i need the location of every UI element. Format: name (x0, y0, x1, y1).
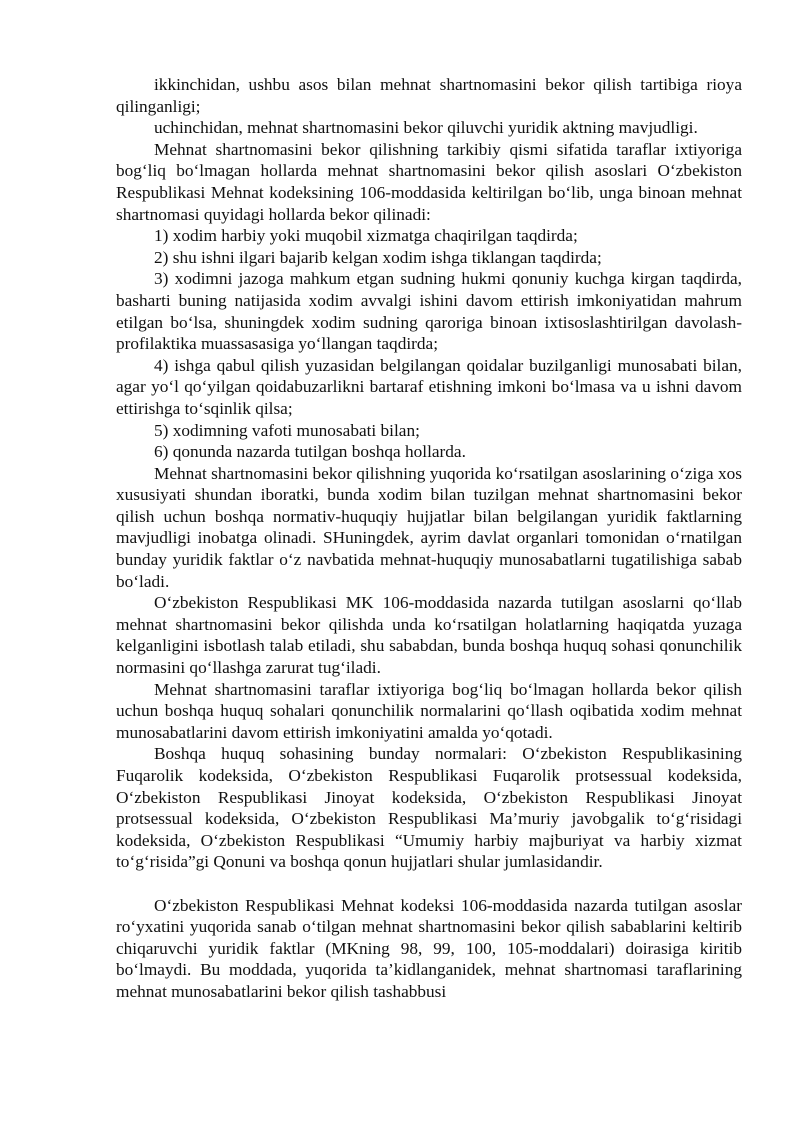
paragraph-mk-106: O‘zbekiston Respublikasi MK 106-moddasida nazarda tutilgan asoslarni qo‘llab mehnat shartnomasini bekor qilishda unda ko‘rsatilgan holatlarning haqiqatda yuzaga kelganligini isbotlash talab etiladi, shu sababdan, bunda boshqa huquq sohasi qonunchilik normasini qo‘llashga zarurat tug‘iladi. (116, 593, 742, 678)
paragraph-boshqa-huquq-sohalari: Mehnat shartnomasini taraflar ixtiyoriga bog‘liq bo‘lmagan hollarda bekor qilish uchun boshqa huquq sohalari qonunchilik normalarini qo‘llash oqibatida xodim mehnat munosabatlarini davom ettirish imkoniyatini amalda yo‘qotadi. (116, 679, 742, 742)
list-item-6: 6) qonunda nazarda tutilgan boshqa hollarda. (154, 442, 466, 462)
document-page (116, 74, 742, 1003)
list-item-1: 1) xodim harbiy yoki muqobil xizmatga chaqirilgan taqdirda; (154, 226, 578, 246)
list-item-5: 5) xodimning vafoti munosabati bilan; (154, 420, 420, 440)
paragraph-uchinchidan: uchinchidan, mehnat shartnomasini bekor qiluvchi yuridik aktning mavjudligi. (154, 118, 698, 138)
paragraph-xos-xususiyati: Mehnat shartnomasini bekor qilishning yuqorida ko‘rsatilgan asoslarining o‘ziga xos xususiyati shundan iboratki, bunda xodim bilan tuzilgan mehnat shartnomasini bekor qilish uchun boshqa normativ-huquqiy hujjatlar bilan belgilangan yuridik faktlarning mavjudligi inobatga olinadi. SHuningdek, ayrim davlat organlari tomonidan o‘rnatilgan bunday yuridik faktlar o‘z navbatida mehnat-huquqiy munosabatlarni tugatilishiga sabab bo‘ladi. (116, 463, 742, 591)
list-item-2: 2) shu ishni ilgari bajarib kelgan xodim ishga tiklangan taqdirda; (154, 247, 602, 267)
paragraph-ikkinchidan: ikkinchidan, ushbu asos bilan mehnat shartnomasini bekor qilish tartibiga rioya qilinganligi; (116, 75, 742, 116)
paragraph-bekor-qilish-asoslari: Mehnat shartnomasini bekor qilishning tarkibiy qismi sifatida taraflar ixtiyoriga bog‘liq bo‘lmagan hollarda mehnat shartnomasini bekor qilish asoslari O‘zbekiston Respublikasi Mehnat kodeksining 106-moddasida keltirilgan bo‘lib, unga binoan mehnat shartnomasi quyidagi hollarda bekor qilinadi: (116, 139, 742, 224)
paragraph-gap (116, 873, 742, 895)
list-item-3: 3) xodimni jazoga mahkum etgan sudning hukmi qonuniy kuchga kirgan taqdirda, basharti buning natijasida xodim avvalgi ishini davom ettirish imkoniyatidan mahrum etilgan bo‘lsa, shuningdek xodim sudning qaroriga binoan ixtisoslashtirilgan davolash-profilaktika muassasasiga yo‘llangan taqdirda; (116, 269, 742, 354)
list-item-4: 4) ishga qabul qilish yuzasidan belgilangan qoidalar buzilganligi munosabati bilan, agar yo‘l qo‘yilgan qoidabuzarlikni bartaraf etishning imkoni bo‘lmasa va u ishni davom ettirishga to‘sqinlik qilsa; (116, 355, 742, 418)
paragraph-asoslar-royxati: O‘zbekiston Respublikasi Mehnat kodeksi 106-moddasida nazarda tutilgan asoslar ro‘yxatini yuqorida sanab o‘tilgan mehnat shartnomasini bekor qilish sabablarini keltirib chiqaruvchi yuridik faktlar (MKning 98, 99, 100, 105-moddalari) doirasiga kiritib bo‘lmaydi. Bu moddada, yuqorida ta’kidlanganidek, mehnat shartnomasi taraflarining mehnat munosabatlarini bekor qilish tashabbusi (116, 895, 742, 1001)
paragraph-boshqa-huquq-normalari: Boshqa huquq sohasining bunday normalari: O‘zbekiston Respublikasining Fuqarolik kodeksida, O‘zbekiston Respublikasi Fuqarolik protsessual kodeksida, O‘zbekiston Respublikasi Jinoyat kodeksida, O‘zbekiston Respublikasi Jinoyat protsessual kodeksida, O‘zbekiston Respublikasi Ma’muriy javobgalik to‘g‘risidagi kodeksida, O‘zbekiston Respublikasi “Umumiy harbiy majburiyat va harbiy xizmat to‘g‘risida”gi Qonuni va boshqa qonun hujjatlari shular jumlasidandir. (116, 744, 742, 872)
